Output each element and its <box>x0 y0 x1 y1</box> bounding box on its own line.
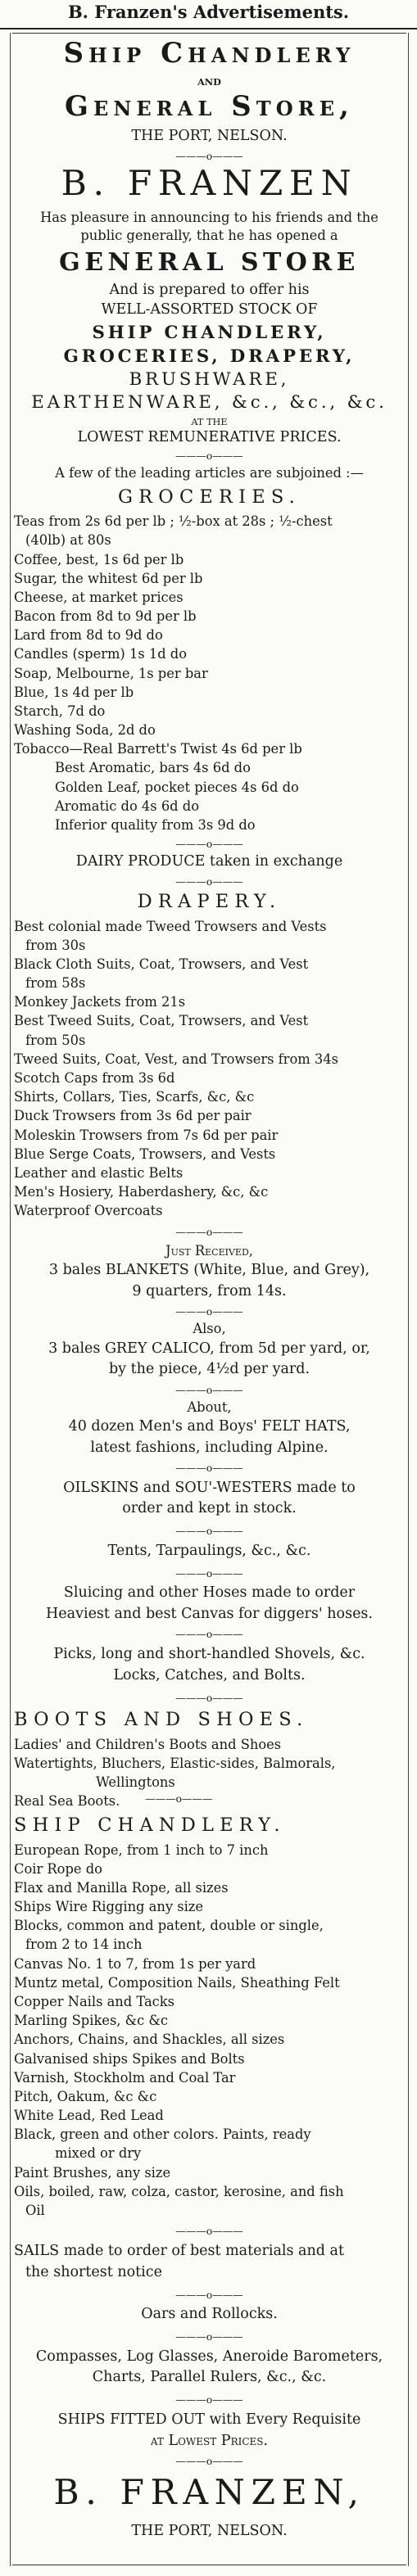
ad-line: latest fashions, including Alpine. <box>90 1439 329 1456</box>
ad-line: Also, <box>193 1321 226 1336</box>
ad-line: Picks, long and short-handled Shovels, &c. <box>53 1646 365 1662</box>
ad-line: Locks, Catches, and Bolts. <box>113 1667 306 1683</box>
ad-line: About, <box>187 1399 232 1415</box>
ad-line: THE PORT, NELSON. <box>131 128 288 144</box>
ad-line: Blocks, common and patent, double or single, <box>14 1918 324 1933</box>
ad-line: Oils, boiled, raw, colza, castor, kerosine, and fish <box>14 2184 344 2199</box>
ornament-divider: ———o——— <box>175 2331 243 2343</box>
ad-line: Best Tweed Suits, Coat, Trowsers, and Vest <box>14 1013 309 1028</box>
ad-line: Tobacco—Real Barrett's Twist 4s 6d per lb <box>14 741 302 757</box>
ad-line: (40lb) at 80s <box>25 532 111 548</box>
ornament-divider: ———o——— <box>175 876 243 888</box>
ad-line: Tweed Suits, Coat, Vest, and Trowsers from 34s <box>14 1051 338 1067</box>
ad-line: Ship Chandlery <box>63 37 356 69</box>
ad-line: Coir Rope do <box>14 1861 102 1877</box>
ad-line: Heaviest and best Canvas for diggers' hoses. <box>46 1606 373 1622</box>
ad-line: Coffee, best, 1s 6d per lb <box>14 552 184 567</box>
ad-line: Duck Trowsers from 3s 6d per pair <box>14 1108 252 1123</box>
ad-line: 40 dozen Men's and Boys' FELT HATS, <box>68 1418 351 1435</box>
ad-line: Cheese, at market prices <box>14 590 184 605</box>
ad-line: Paint Brushes, any size <box>14 2165 171 2181</box>
ad-line: Copper Nails and Tacks <box>14 1994 175 2009</box>
ornament-divider: ———o——— <box>175 1306 243 1317</box>
ad-line: A few of the leading articles are subjoined :— <box>55 465 364 481</box>
ad-line: GROCERIES. <box>117 486 301 508</box>
ad-line: Best colonial made Tweed Trowsers and Vests <box>14 919 327 934</box>
ad-line: from 30s <box>25 938 86 953</box>
ad-line: Sugar, the whitest 6d per lb <box>14 571 203 586</box>
ad-line: Best Aromatic, bars 4s 6d do <box>55 760 251 775</box>
ad-line: SHIPS FITTED OUT with Every Requisite <box>57 2411 361 2428</box>
ad-line: Oars and Rollocks. <box>141 2306 278 2322</box>
ad-line: mixed or dry <box>55 2145 142 2161</box>
ad-line: Scotch Caps from 3s 6d <box>14 1070 175 1086</box>
ad-line: And is prepared to offer his <box>109 282 310 298</box>
ornament-divider: ———o——— <box>175 450 243 462</box>
ad-line: public generally, that he has opened a <box>80 228 338 243</box>
ad-line: GROCERIES, DRAPERY, <box>63 347 356 367</box>
ad-line: AT THE <box>191 417 228 427</box>
ad-line: from 58s <box>25 975 86 991</box>
ad-line: Varnish, Stockholm and Coal Tar <box>14 2070 236 2086</box>
page-header: B. Franzen's Advertisements. <box>0 0 417 29</box>
ad-line: Washing Soda, 2d do <box>14 722 156 738</box>
ornament-divider: ———o——— <box>175 1525 243 1537</box>
ad-line: DRAPERY. <box>137 891 282 912</box>
ad-line: OILSKINS and SOU'-WESTERS made to <box>63 1480 356 1496</box>
ad-line: Men's Hosiery, Haberdashery, &c, &c <box>14 1184 269 1200</box>
ad-line: Starch, 7d do <box>14 703 106 719</box>
ornament-divider: ———o——— <box>175 838 243 850</box>
ad-line: B. FRANZEN, <box>53 2473 365 2513</box>
ad-line: from 50s <box>25 1033 86 1048</box>
ad-line: Watertights, Bluchers, Elastic-sides, Balmorals, <box>14 1756 336 1771</box>
ad-line: Compasses, Log Glasses, Aneroide Barometers, <box>35 2348 383 2365</box>
ad-line: BOOTS AND SHOES. <box>14 1709 309 1730</box>
ornament-divider: ———o——— <box>145 1793 213 1805</box>
ad-line: Ladies' and Children's Boots and Shoes <box>14 1737 282 1752</box>
ad-line: the shortest notice <box>25 2264 162 2280</box>
ad-line: GENERAL STORE <box>59 248 360 277</box>
ad-line: Wellingtons <box>96 1774 175 1790</box>
ad-line: Marling Spikes, &c &c <box>14 2013 169 2028</box>
ad-line: order and kept in stock. <box>122 1500 297 1516</box>
ornament-divider: ———o——— <box>175 2456 243 2467</box>
ad-line: White Lead, Red Lead <box>14 2108 164 2123</box>
ad-line: B. FRANZEN <box>61 164 358 204</box>
ad-line: by the piece, 4½d per yard. <box>108 1361 310 1377</box>
ad-line: BRUSHWARE, <box>129 370 290 390</box>
ad-line: Golden Leaf, pocket pieces 4s 6d do <box>55 780 299 795</box>
ad-line: LOWEST REMUNERATIVE PRICES. <box>77 429 342 445</box>
ad-line: Has pleasure in announcing to his friends and the <box>40 210 378 225</box>
ad-line: Aromatic do 4s 6d do <box>55 798 200 814</box>
ad-line: Tents, Tarpaulings, &c., &c. <box>107 1543 311 1559</box>
advertisement-body <box>11 33 408 2566</box>
ornament-divider: ———o——— <box>175 2226 243 2237</box>
ad-line: Just Received, <box>165 1243 253 1259</box>
ad-line: Waterproof Overcoats <box>14 1203 163 1218</box>
ad-line: Candles (sperm) 1s 1d do <box>14 646 188 662</box>
ornament-divider: ———o——— <box>175 1692 243 1704</box>
ad-line: Galvanised ships Spikes and Bolts <box>14 2051 245 2067</box>
ad-line: Shirts, Collars, Ties, Scarfs, &c, &c <box>14 1089 255 1105</box>
ad-line: Soap, Melbourne, 1s per bar <box>14 666 208 681</box>
ad-line: Pitch, Oakum, &c &c <box>14 2089 157 2104</box>
ad-line: Teas from 2s 6d per lb ; ½-box at 28s ; ½-chest <box>14 513 333 529</box>
advertisement-column <box>10 33 409 2566</box>
ad-line: EARTHENWARE, &c., &c., &c. <box>31 393 388 413</box>
ad-line: European Rope, from 1 inch to 7 inch <box>14 1842 269 1858</box>
ad-line: Charts, Parallel Rulers, &c., &c. <box>92 2369 327 2385</box>
ad-line: Muntz metal, Composition Nails, Sheathing Felt <box>14 1975 340 1991</box>
ad-line: Sluicing and other Hoses made to order <box>63 1584 356 1601</box>
ornament-divider: ———o——— <box>175 2394 243 2406</box>
ad-line: Flax and Manilla Rope, all sizes <box>14 1880 229 1896</box>
ad-line: SAILS made to order of best materials and at <box>14 2243 344 2259</box>
ad-line: Canvas No. 1 to 7, from 1s per yard <box>14 1956 256 1972</box>
ad-line: Monkey Jackets from 21s <box>14 994 186 1010</box>
ad-line: Black Cloth Suits, Coat, Trowsers, and Vest <box>14 956 309 972</box>
ornament-divider: ———o——— <box>175 2289 243 2301</box>
ad-line: Oil <box>25 2203 45 2218</box>
ad-line: Anchors, Chains, and Shackles, all sizes <box>14 2031 285 2047</box>
ad-line: from 2 to 14 inch <box>25 1937 143 1952</box>
ad-line: AND <box>197 77 221 88</box>
ad-line: Real Sea Boots. <box>14 1793 120 1809</box>
ad-line: SHIP CHANDLERY, <box>92 323 327 343</box>
ad-line: SHIP CHANDLERY. <box>14 1814 286 1836</box>
ornament-divider: ———o——— <box>175 151 243 162</box>
ad-line: 3 bales BLANKETS (White, Blue, and Grey), <box>48 1262 370 1278</box>
ad-line: Lard from 8d to 9d do <box>14 627 163 643</box>
ornament-divider: ———o——— <box>175 1568 243 1579</box>
ad-line: Leather and elastic Belts <box>14 1165 184 1181</box>
ornament-divider: ———o——— <box>175 1629 243 1640</box>
ad-line: Inferior quality from 3s 9d do <box>55 817 256 833</box>
ad-line: Black, green and other colors. Paints, ready <box>14 2126 311 2142</box>
ad-line: THE PORT, NELSON. <box>131 2523 288 2539</box>
ad-line: at Lowest Prices. <box>150 2433 269 2449</box>
ornament-divider: ———o——— <box>175 1227 243 1238</box>
ornament-divider: ———o——— <box>175 1462 243 1474</box>
ad-line: Ships Wire Rigging any size <box>14 1899 203 1914</box>
ad-line: Blue, 1s 4d per lb <box>14 685 134 700</box>
ad-line: 9 quarters, from 14s. <box>132 1283 287 1299</box>
ad-line: DAIRY PRODUCE taken in exchange <box>75 853 343 870</box>
ornament-divider: ———o——— <box>175 1385 243 1396</box>
ad-line: WELL-ASSORTED STOCK OF <box>101 301 318 318</box>
ad-line: 3 bales GREY CALICO, from 5d per yard, or, <box>48 1340 370 1357</box>
ad-line: General Store, <box>65 90 354 122</box>
ad-line: Moleskin Trowsers from 7s 6d per pair <box>14 1128 279 1143</box>
ad-line: Blue Serge Coats, Trowsers, and Vests <box>14 1146 276 1162</box>
ad-line: Bacon from 8d to 9d per lb <box>14 608 197 624</box>
